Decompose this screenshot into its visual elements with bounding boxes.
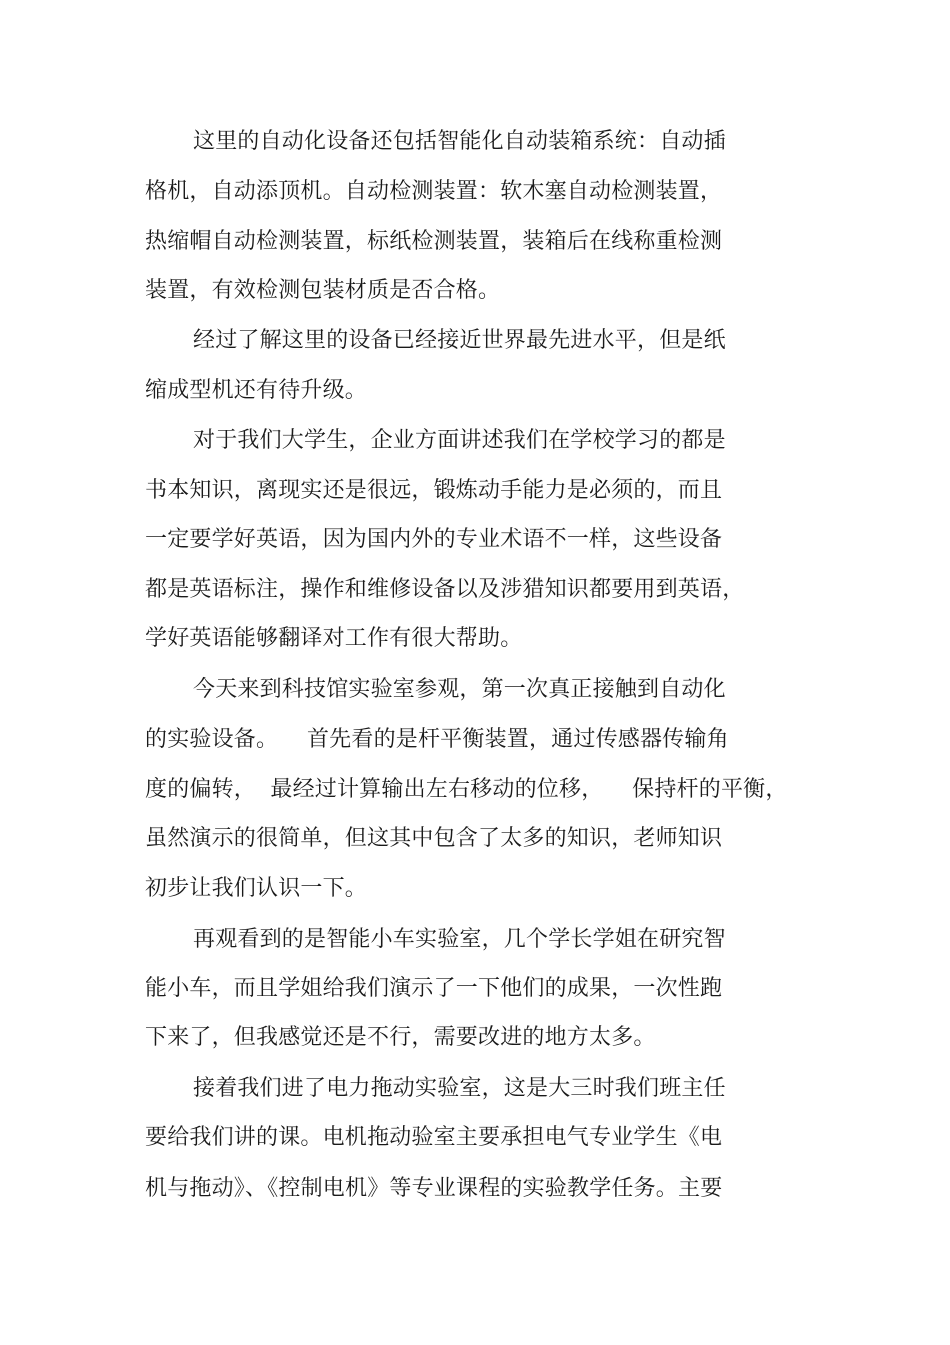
paragraph-2-line-2: 缩成型机还有待升级。 — [145, 378, 368, 403]
paragraph-1-line-3: 热缩帽自动检测装置，标纸检测装置，装箱后在线称重检测 — [145, 229, 723, 254]
paragraph-4-line-3: 度的偏转， 最经过计算输出左右移动的位移， 保持杆的平衡， — [145, 777, 788, 802]
paragraph-2-line-1: 经过了解这里的设备已经接近世界最先进水平，但是纸 — [193, 328, 726, 353]
paragraph-3-line-3: 一定要学好英语，因为国内外的专业术语不一样，这些设备 — [145, 527, 723, 552]
paragraph-3-line-4: 都是英语标注，操作和维修设备以及涉猎知识都要用到英语， — [145, 577, 745, 602]
paragraph-1-line-4: 装置，有效检测包装材质是否合格。 — [145, 278, 501, 303]
paragraph-3-line-5: 学好英语能够翻译对工作有很大帮助。 — [145, 626, 523, 651]
paragraph-4-line-2: 的实验设备。 首先看的是杆平衡装置，通过传感器传输角 — [145, 727, 729, 752]
paragraph-5-line-2: 能小车，而且学姐给我们演示了一下他们的成果，一次性跑 — [145, 976, 723, 1001]
paragraph-3-line-2: 书本知识，离现实还是很远，锻炼动手能力是必须的，而且 — [145, 478, 723, 503]
paragraph-4-line-4: 虽然演示的很简单，但这其中包含了太多的知识，老师知识 — [145, 826, 723, 851]
paragraph-6-line-3: 机与拖动》、《控制电机》等专业课程的实验教学任务。主要 — [145, 1176, 723, 1201]
paragraph-6-line-1: 接着我们进了电力拖动实验室，这是大三时我们班主任 — [193, 1076, 726, 1101]
paragraph-5-line-1: 再观看到的是智能小车实验室，几个学长学姐在研究智 — [193, 927, 726, 952]
paragraph-5-line-3: 下来了，但我感觉还是不行，需要改进的地方太多。 — [145, 1025, 656, 1050]
paragraph-1-line-2: 格机，自动添顶机。自动检测装置：软木塞自动检测装置， — [145, 179, 723, 204]
paragraph-4-line-5: 初步让我们认识一下。 — [145, 876, 368, 901]
paragraph-3-line-1: 对于我们大学生，企业方面讲述我们在学校学习的都是 — [193, 428, 726, 453]
paragraph-6-line-2: 要给我们讲的课。电机拖动验室主要承担电气专业学生《电 — [145, 1125, 723, 1150]
paragraph-4-line-1: 今天来到科技馆实验室参观，第一次真正接触到自动化 — [193, 677, 726, 702]
paragraph-1-line-1: 这里的自动化设备还包括智能化自动装箱系统：自动插 — [193, 129, 726, 154]
